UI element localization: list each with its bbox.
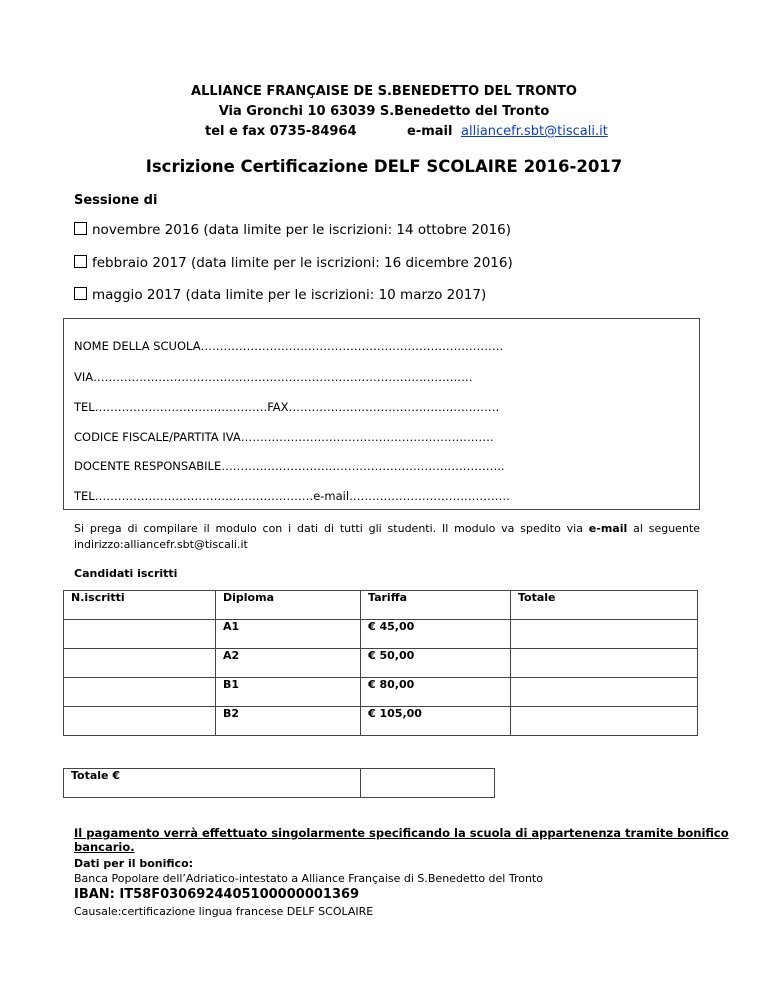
org-phone: tel e fax 0735-84964 <box>205 124 357 139</box>
session-option-label: maggio 2017 (data limite per le iscrizioni: 10 marzo 2017) <box>92 287 487 303</box>
school-name-field[interactable]: NOME DELLA SCUOLA……………………………………………………………………. <box>74 339 504 353</box>
total-value[interactable] <box>361 769 495 798</box>
totale-cell[interactable] <box>511 649 698 678</box>
iban: IBAN: IT58F0306924405100000001369 <box>74 887 360 902</box>
tariffa-cell: € 45,00 <box>361 620 511 649</box>
total-label: Totale € <box>64 769 361 798</box>
document-title: Iscrizione Certificazione DELF SCOLAIRE 2016-2017 <box>145 157 623 176</box>
total-row <box>64 769 495 798</box>
n-iscritti-cell[interactable] <box>64 620 216 649</box>
n-iscritti-cell[interactable] <box>64 707 216 736</box>
teacher-field[interactable]: DOCENTE RESPONSABILE……………………………………………………………….. <box>74 459 505 473</box>
tariffa-cell: € 105,00 <box>361 707 511 736</box>
org-name: ALLIANCE FRANÇAISE DE S.BENEDETTO DEL TRONTO <box>191 84 577 99</box>
header-cell: Totale <box>511 591 698 620</box>
table-row <box>64 707 698 736</box>
note-email-bold: e-mail <box>588 522 628 535</box>
checkbox-icon[interactable] <box>74 255 87 268</box>
session-option-maggio[interactable] <box>74 287 486 303</box>
session-option-febbraio[interactable] <box>74 255 513 271</box>
header-cell: N.iscritti <box>64 591 216 620</box>
checkbox-icon[interactable] <box>74 287 87 300</box>
table-row <box>64 678 698 707</box>
n-iscritti-cell[interactable] <box>64 649 216 678</box>
table-row <box>64 620 698 649</box>
email-link[interactable]: alliancefr.sbt@tiscali.it <box>461 124 608 139</box>
note-text: Si prega di compilare il modulo con i dati di tutti gli studenti. Il modulo va spedito via <box>74 522 589 535</box>
fiscal-code-field[interactable]: CODICE FISCALE/PARTITA IVA………………………………………………………… <box>74 430 494 444</box>
tel-email-field[interactable]: TEL…………………………………………………e-mail…………………………………… <box>74 489 511 503</box>
causale: Causale:certificazione lingua francese DELF SCOLAIRE <box>74 905 374 918</box>
checkbox-icon[interactable] <box>74 222 87 235</box>
diploma-cell: B1 <box>216 678 361 707</box>
payment-notice: Il pagamento verrà effettuato singolarmente specificando la scuola di appartenenza tramite bonifico bancario. <box>74 826 729 854</box>
tariffa-cell: € 80,00 <box>361 678 511 707</box>
org-contacts <box>205 124 608 139</box>
table-row <box>64 649 698 678</box>
diploma-cell: A1 <box>216 620 361 649</box>
email-label: e-mail <box>407 124 453 139</box>
header-cell: Tariffa <box>361 591 511 620</box>
diploma-cell: B2 <box>216 707 361 736</box>
n-iscritti-cell[interactable] <box>64 678 216 707</box>
total-table <box>63 768 495 798</box>
header-cell: Diploma <box>216 591 361 620</box>
session-label: Sessione di <box>74 193 158 208</box>
candidates-label: Candidati iscritti <box>74 567 178 580</box>
totale-cell[interactable] <box>511 707 698 736</box>
totale-cell[interactable] <box>511 620 698 649</box>
totale-cell[interactable] <box>511 678 698 707</box>
bonifico-label: Dati per il bonifico: <box>74 857 194 870</box>
tel-fax-field[interactable]: TEL………………………………………FAX………………………………………………. <box>74 400 500 414</box>
session-option-novembre[interactable] <box>74 222 511 238</box>
tariffa-cell: € 50,00 <box>361 649 511 678</box>
address-field[interactable]: VIA……………………………………………………………………………………… <box>74 370 473 384</box>
session-option-label: novembre 2016 (data limite per le iscrizioni: 14 ottobre 2016) <box>92 222 512 238</box>
bank-details: Banca Popolare dell’Adriatico-intestato a Alliance Française di S.Benedetto del Tronto <box>74 872 543 885</box>
candidates-table <box>63 590 698 736</box>
diploma-cell: A2 <box>216 649 361 678</box>
org-address: Via Gronchi 10 63039 S.Benedetto del Tronto <box>218 104 550 119</box>
instructions-note <box>74 521 700 553</box>
note-text-end: al seguente indirizzo:alliancefr.sbt@tiscali.it <box>74 522 700 551</box>
session-option-label: febbraio 2017 (data limite per le iscrizioni: 16 dicembre 2016) <box>92 255 513 271</box>
table-header-row <box>64 591 698 620</box>
